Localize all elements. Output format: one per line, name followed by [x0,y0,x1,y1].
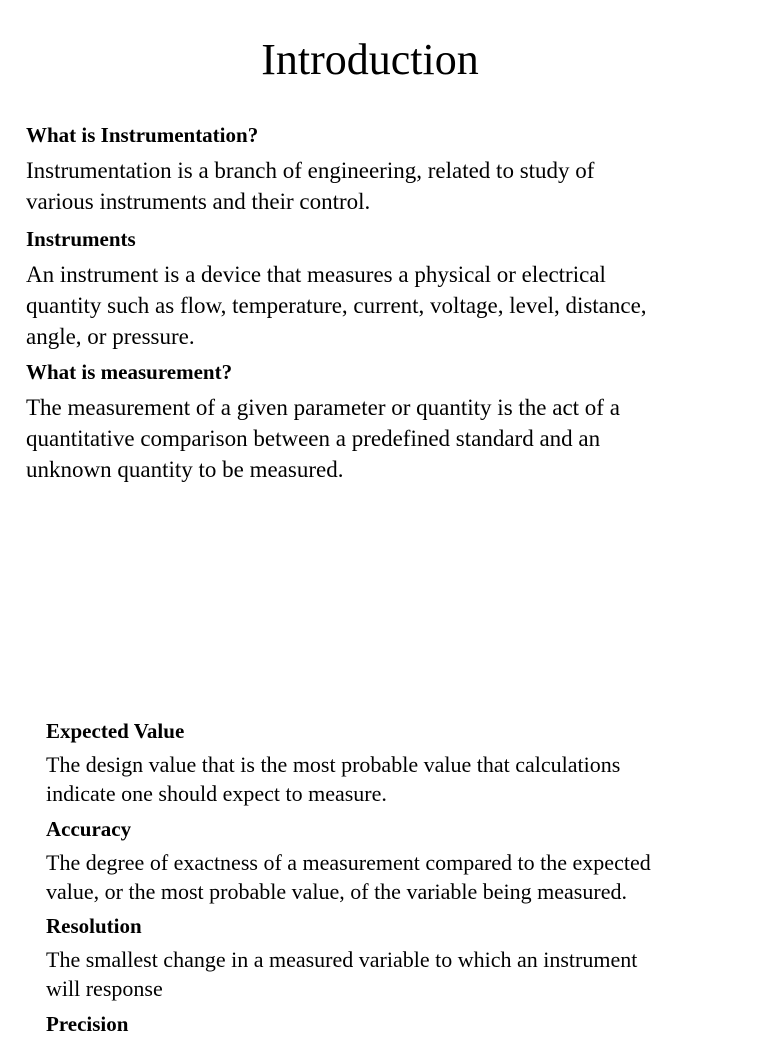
section-heading: What is Instrumentation? [26,123,259,147]
section-instruments [26,226,746,352]
definition-accuracy [46,816,746,906]
definition-body-line: The degree of exactness of a measurement compared to the expected [46,850,651,875]
section-body-line: Instrumentation is a branch of engineering, related to study of [26,158,595,183]
section-body-line: The measurement of a given parameter or quantity is the act of a [26,395,620,420]
section-what-is-measurement [26,359,746,485]
section-heading: Instruments [26,227,136,251]
definition-body-line: The smallest change in a measured variable to which an instrument [46,947,638,972]
page-title: Introduction [261,35,479,84]
section-heading: What is measurement? [26,360,233,384]
definition-body-line: will response [46,976,163,1001]
definition-heading: Resolution [46,914,142,938]
definition-body-line: indicate one should expect to measure. [46,781,387,806]
section-body-line: various instruments and their control. [26,189,371,214]
definition-heading: Expected Value [46,719,185,743]
definition-body-line: The design value that is the most probable value that calculations [46,752,621,777]
definition-heading: Precision [46,1012,129,1036]
section-body-line: quantitative comparison between a predefined standard and an [26,426,601,451]
section-body-line: An instrument is a device that measures a physical or electrical [26,262,606,287]
definition-heading: Accuracy [46,817,132,841]
definition-body-line: value, or the most probable value, of the variable being measured. [46,879,627,904]
section-body-line: quantity such as flow, temperature, current, voltage, level, distance, [26,293,647,318]
definition-precision [46,1011,746,1037]
section-body-line: angle, or pressure. [26,324,195,349]
section-body-line: unknown quantity to be measured. [26,457,344,482]
definition-expected-value [46,718,746,808]
definition-resolution [46,913,746,1003]
section-what-is-instrumentation [26,122,746,217]
